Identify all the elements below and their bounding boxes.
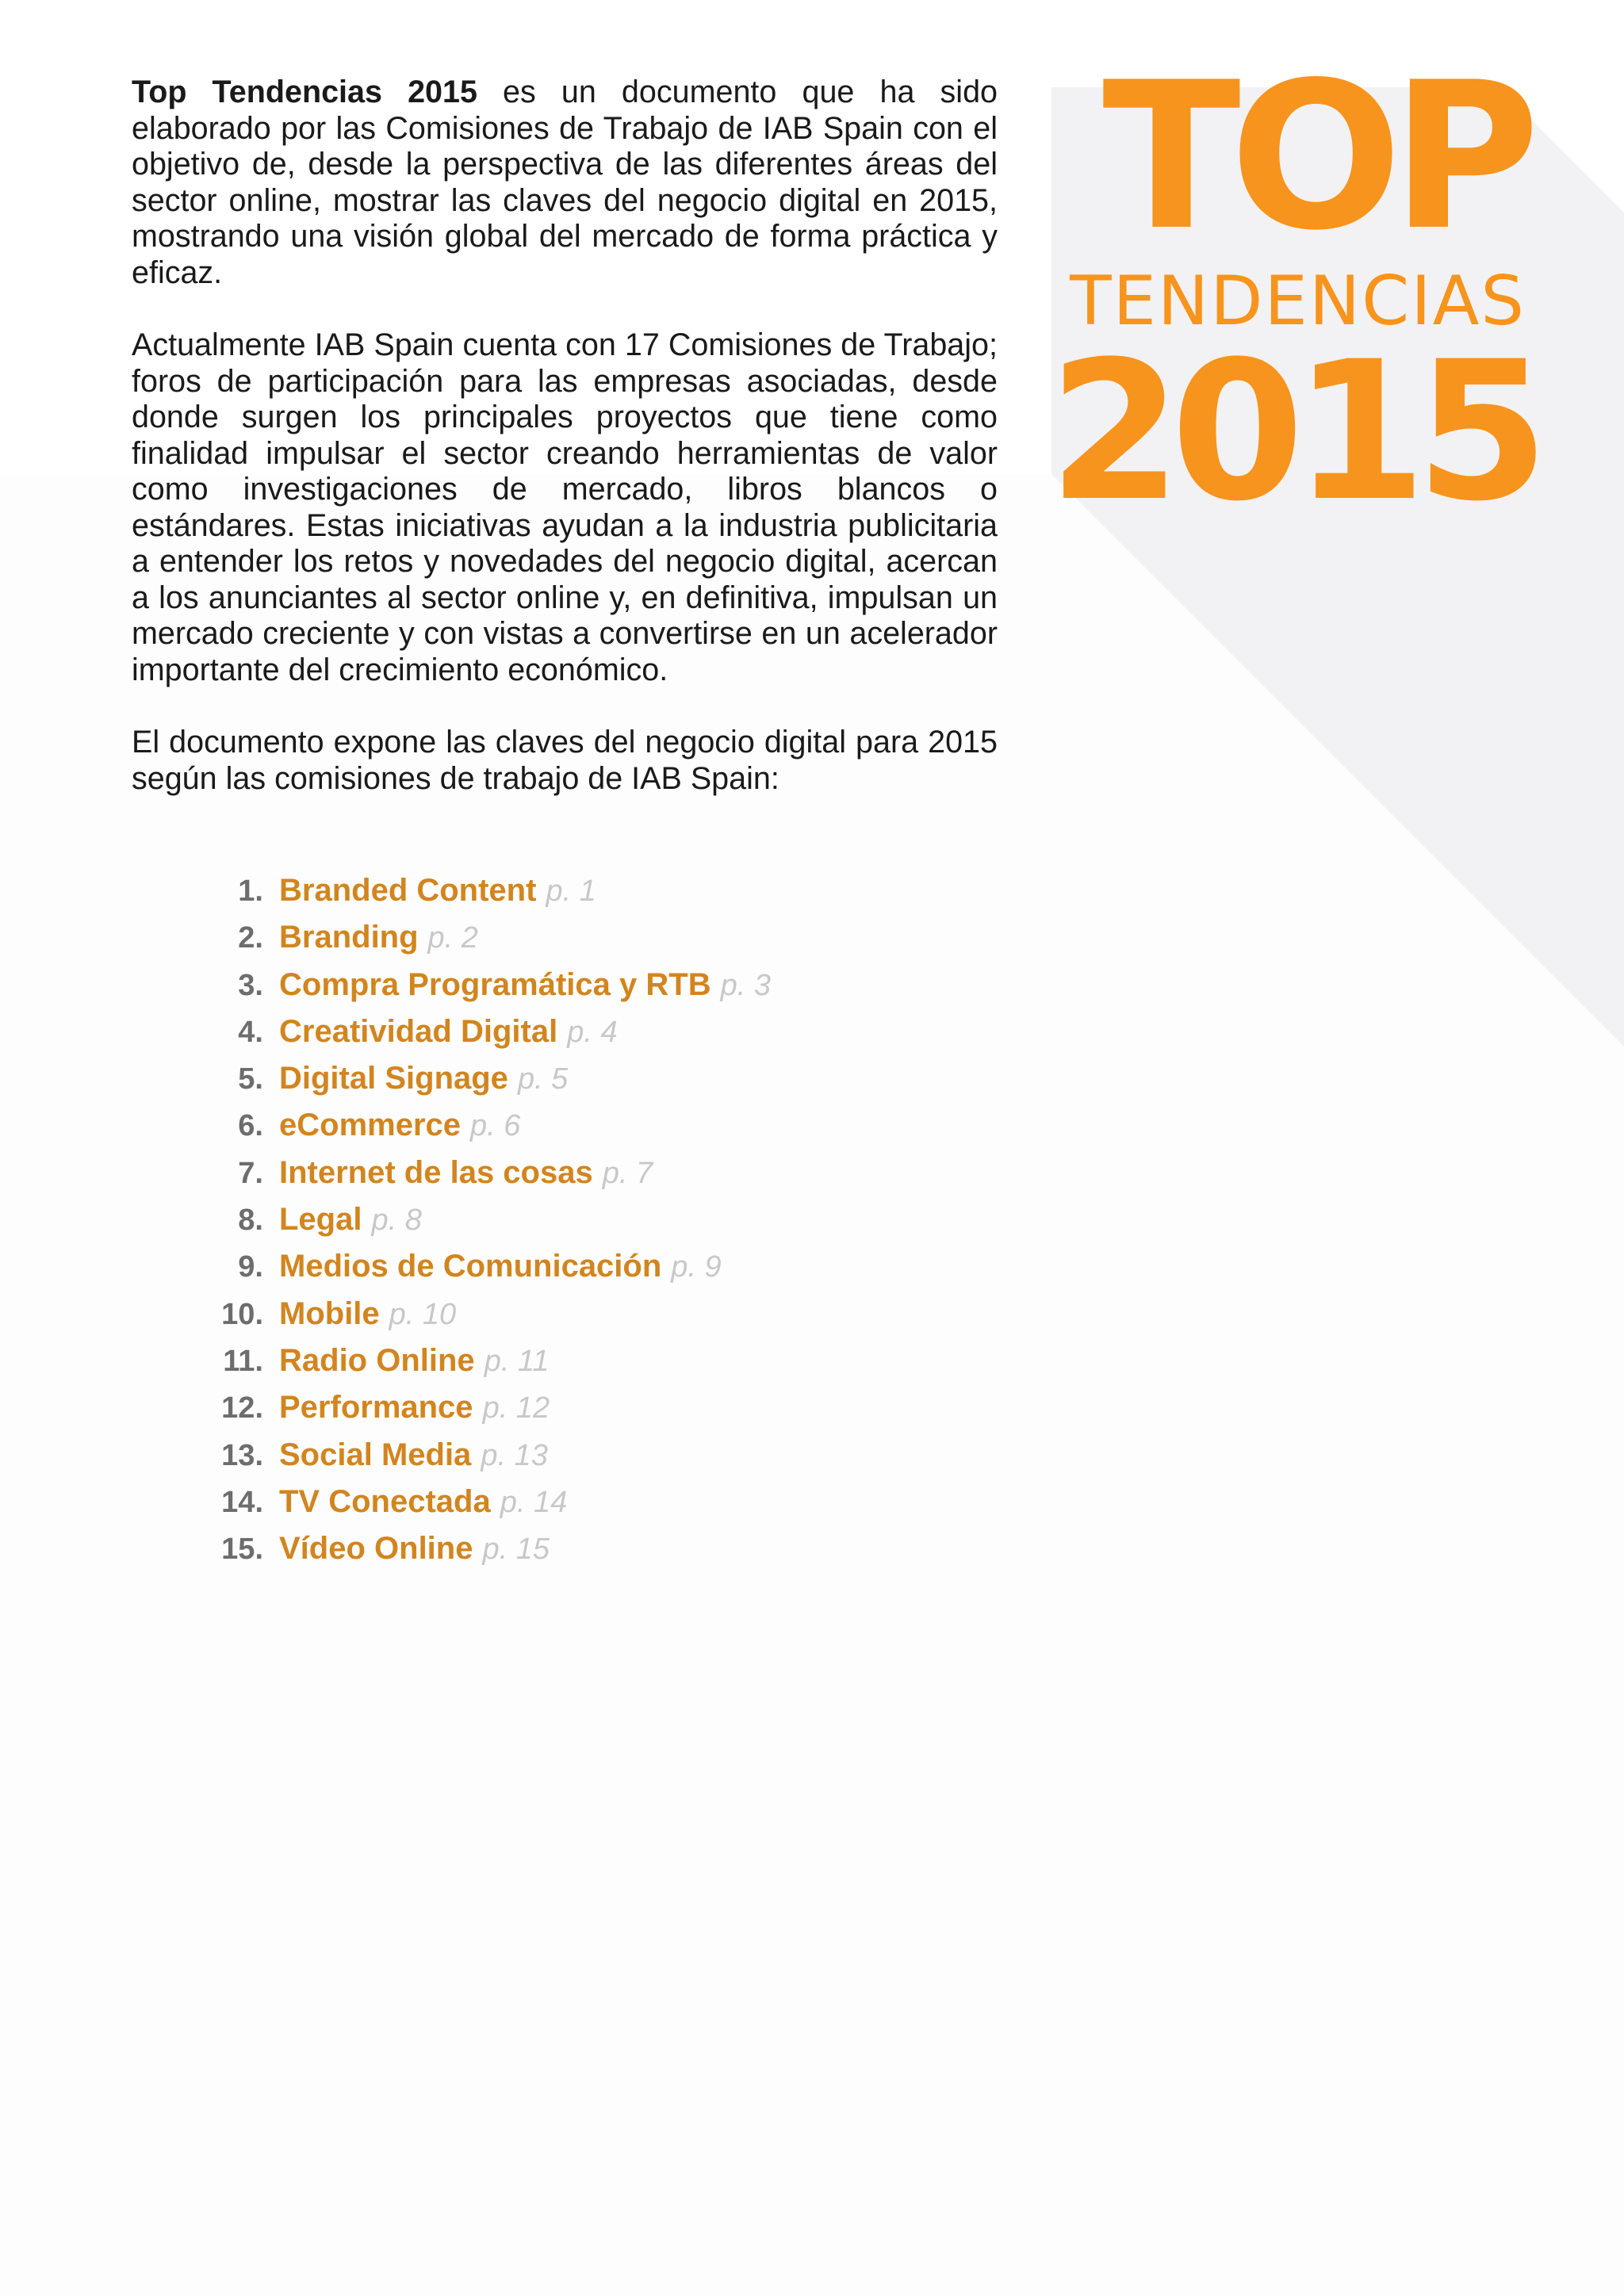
logo-top-text: TOP: [1102, 39, 1529, 275]
toc-item-page: p. 3: [720, 968, 771, 1002]
toc-item-page: p. 2: [427, 921, 478, 955]
toc-item[interactable]: [132, 1343, 1004, 1390]
toc-item[interactable]: [132, 967, 1004, 1014]
toc-item-number: 14.: [221, 1485, 263, 1519]
toc-item-number: 12.: [221, 1391, 263, 1425]
table-of-contents: [132, 873, 1004, 1578]
toc-item-page: p. 8: [371, 1203, 422, 1238]
intro-bold-title: Top Tendencias 2015: [132, 75, 477, 109]
toc-item-number: 3.: [238, 968, 263, 1002]
toc-item-number: 9.: [238, 1250, 263, 1284]
toc-item[interactable]: [132, 1202, 1004, 1249]
toc-item-number: 10.: [221, 1297, 263, 1331]
toc-item[interactable]: [132, 1531, 1004, 1578]
toc-item-page: p. 4: [567, 1015, 618, 1049]
toc-item-title[interactable]: Performance: [279, 1390, 473, 1425]
intro-paragraph-3: El documento expone las claves del negocio digital para 2015 según las comisiones de trabajo de IAB Spain:: [132, 725, 998, 796]
toc-item-title[interactable]: Medios de Comunicación: [279, 1249, 662, 1284]
toc-item-number: 13.: [221, 1438, 263, 1472]
toc-item-title[interactable]: Branding: [279, 920, 419, 955]
toc-item-title[interactable]: TV Conectada: [279, 1483, 491, 1519]
toc-item-page: p. 11: [484, 1344, 550, 1378]
top-tendencias-2015-logo: [1048, 39, 1538, 544]
toc-item[interactable]: [132, 873, 1004, 920]
toc-item-page: p. 1: [546, 874, 596, 908]
toc-item[interactable]: [132, 1155, 1004, 1202]
toc-item[interactable]: [132, 1296, 1004, 1343]
logo-tendencias-text: TENDENCIAS: [1070, 262, 1526, 341]
toc-item[interactable]: [132, 1108, 1004, 1154]
toc-item-title[interactable]: Social Media: [279, 1437, 472, 1472]
toc-item[interactable]: [132, 920, 1004, 966]
toc-item-title[interactable]: Radio Online: [279, 1342, 475, 1378]
toc-item-title[interactable]: Creatividad Digital: [279, 1013, 558, 1049]
toc-item-title[interactable]: Branded Content: [279, 873, 537, 908]
toc-item[interactable]: [132, 1390, 1004, 1437]
toc-item-number: 1.: [238, 874, 263, 908]
toc-item-title[interactable]: Legal: [279, 1202, 362, 1238]
toc-item-title[interactable]: Digital Signage: [279, 1061, 508, 1096]
toc-item-number: 5.: [238, 1062, 263, 1096]
intro-paragraph-1: [132, 75, 998, 291]
toc-item-title[interactable]: Compra Programática y RTB: [279, 966, 711, 1002]
toc-item-number: 2.: [238, 921, 263, 955]
toc-item-page: p. 13: [481, 1438, 548, 1472]
toc-item[interactable]: [132, 1437, 1004, 1484]
intro-text: [132, 75, 998, 797]
toc-item-page: p. 5: [517, 1062, 569, 1096]
intro-paragraph-1-body: es un documento que ha sido elaborado por las Comisiones de Trabajo de IAB Spain con el objetivo de, desde la perspectiva de las diferentes áreas del sector online, mostrar las claves del negocio digital en 2015, mostrando una visión global del mercado de forma práctica y eficaz.: [132, 75, 998, 290]
toc-item-page: p. 9: [671, 1250, 722, 1284]
toc-item-number: 4.: [238, 1015, 263, 1049]
toc-item-page: p. 6: [470, 1109, 521, 1143]
toc-item-number: 7.: [238, 1156, 263, 1190]
toc-item-page: p. 12: [482, 1391, 550, 1425]
toc-item-number: 11.: [223, 1344, 263, 1378]
toc-item[interactable]: [132, 1061, 1004, 1108]
toc-item-page: p. 7: [602, 1156, 653, 1190]
toc-item-title[interactable]: Vídeo Online: [279, 1531, 473, 1567]
toc-item-page: p. 10: [389, 1297, 457, 1331]
toc-item-number: 8.: [238, 1203, 263, 1238]
toc-item[interactable]: [132, 1249, 1004, 1295]
toc-item-title[interactable]: Internet de las cosas: [279, 1154, 593, 1190]
toc-item-title[interactable]: eCommerce: [279, 1108, 462, 1143]
toc-item-page: p. 15: [482, 1533, 550, 1567]
toc-item-title[interactable]: Mobile: [279, 1295, 380, 1331]
toc-item-number: 15.: [221, 1533, 263, 1567]
logo-year-text: 2015: [1048, 320, 1538, 544]
toc-item[interactable]: [132, 1484, 1004, 1531]
toc-item[interactable]: [132, 1014, 1004, 1061]
intro-paragraph-2: Actualmente IAB Spain cuenta con 17 Comisiones de Trabajo; foros de participación para las empresas asociadas, desde donde surgen los principales proyectos que tiene como finalidad impulsar el sector creando herramientas de valor como investigaciones de mercado, libros blancos o estándares. Estas iniciativas ayudan a la industria publicitaria a entender los retos y novedades del negocio digital, acercan a los anunciantes al sector online y, en definitiva, impulsan un mercado creciente y con vistas a convertirse en un acelerador importante del crecimiento económico.: [132, 327, 998, 687]
toc-item-page: p. 14: [500, 1485, 568, 1519]
toc-item-number: 6.: [238, 1109, 263, 1143]
